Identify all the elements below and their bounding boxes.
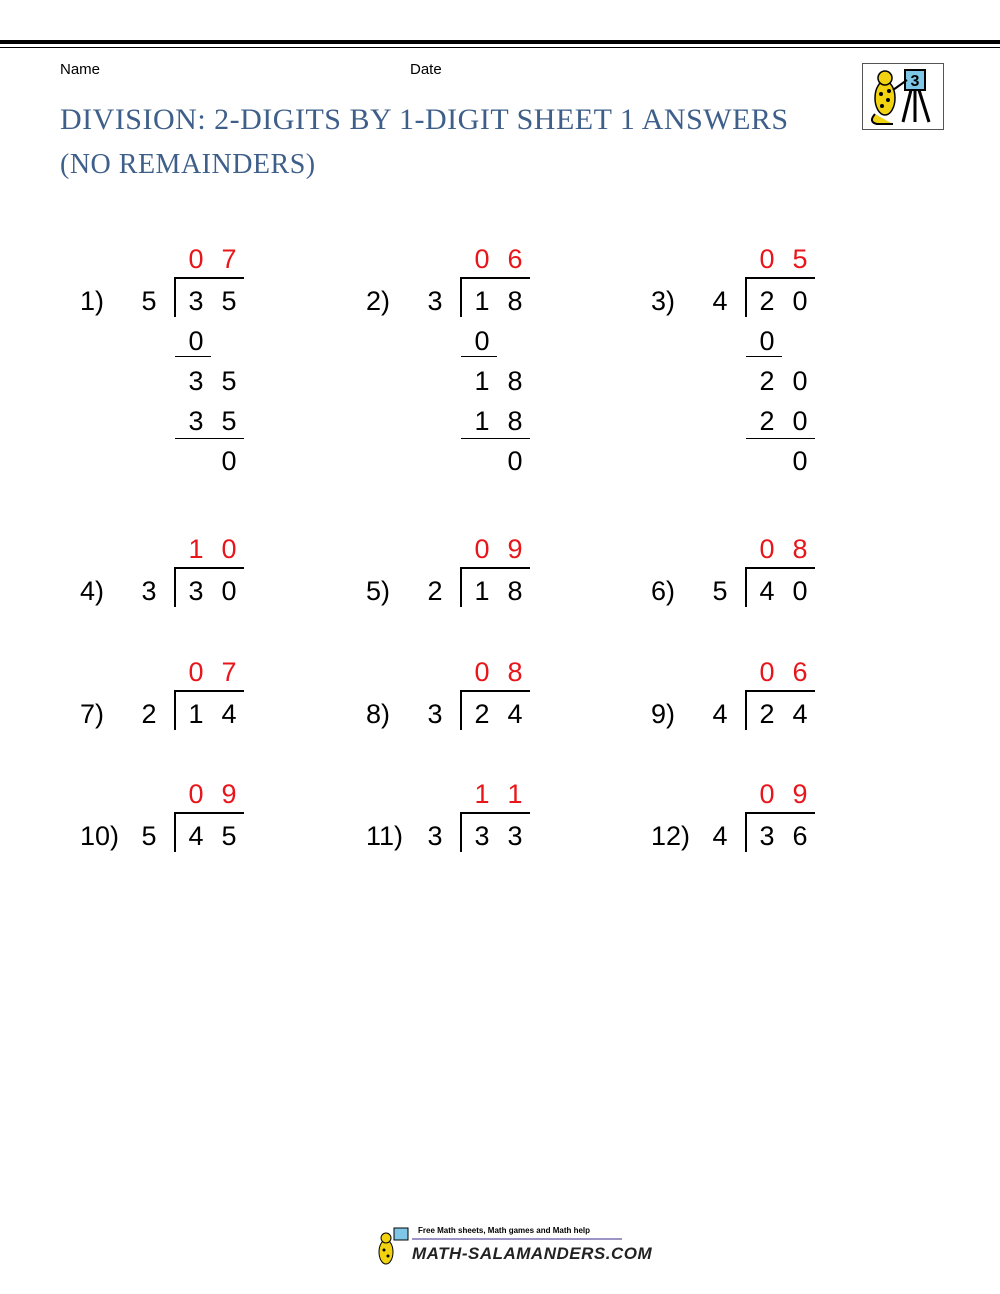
problem-label: 12) [651, 821, 691, 851]
problem-label: 3) [651, 286, 676, 316]
division-bracket-vertical [745, 277, 747, 317]
division-bracket-top [745, 567, 815, 569]
work-digit: 3 [188, 406, 204, 436]
divisor: 3 [427, 699, 443, 729]
division-bracket-vertical [174, 690, 176, 730]
dividend-digit: 5 [221, 821, 237, 851]
work-digit: 2 [759, 366, 775, 396]
quotient-digit: 5 [792, 244, 808, 274]
quotient-digit: 8 [507, 657, 523, 687]
quotient-digit: 0 [188, 244, 204, 274]
salamander-logo [862, 63, 944, 130]
logo-badge-text: 3 [910, 73, 920, 90]
divisor: 4 [712, 699, 728, 729]
work-digit: 0 [474, 326, 490, 356]
problem-label: 2) [366, 286, 391, 316]
dividend-digit: 1 [474, 286, 490, 316]
quotient-digit: 0 [474, 244, 490, 274]
work-digit: 3 [188, 366, 204, 396]
problem-label: 7) [80, 699, 105, 729]
work-digit: 0 [792, 406, 808, 436]
dividend-digit: 0 [792, 286, 808, 316]
quotient-digit: 0 [188, 657, 204, 687]
division-bracket-vertical [745, 567, 747, 607]
dividend-digit: 4 [507, 699, 523, 729]
worksheet-subtitle: (NO REMAINDERS) [60, 149, 316, 180]
worksheet-title: DIVISION: 2-DIGITS BY 1-DIGIT SHEET 1 ANSWERS [60, 103, 789, 136]
division-bracket-top [745, 690, 815, 692]
work-digit: 0 [188, 326, 204, 356]
problem-label: 5) [366, 576, 391, 606]
divisor: 3 [427, 286, 443, 316]
division-bracket-vertical [745, 812, 747, 852]
work-digit: 8 [507, 366, 523, 396]
dividend-digit: 8 [507, 576, 523, 606]
top-rule-thick [0, 40, 1000, 44]
name-label: Name [60, 61, 101, 78]
footer-site: MATH-SALAMANDERS.COM [412, 1244, 653, 1263]
work-digit: 5 [221, 406, 237, 436]
divisor: 4 [712, 821, 728, 851]
date-label: Date [410, 61, 442, 78]
division-bracket-top [460, 812, 530, 814]
divisor: 4 [712, 286, 728, 316]
dividend-digit: 4 [221, 699, 237, 729]
problem-1 [80, 243, 340, 476]
quotient-digit: 8 [792, 534, 808, 564]
quotient-digit: 6 [507, 244, 523, 274]
dividend-digit: 3 [507, 821, 523, 851]
division-bracket-vertical [174, 567, 176, 607]
work-underline [175, 356, 211, 357]
problem-label: 1) [80, 286, 105, 316]
dividend-digit: 2 [474, 699, 490, 729]
work-digit: 0 [221, 446, 237, 476]
dividend-digit: 4 [792, 699, 808, 729]
dividend-digit: 0 [792, 576, 808, 606]
work-digit: 0 [792, 446, 808, 476]
work-digit: 0 [759, 326, 775, 356]
problem-11 [366, 778, 626, 1008]
quotient-digit: 0 [759, 534, 775, 564]
division-bracket-top [174, 567, 244, 569]
quotient-digit: 0 [759, 779, 775, 809]
quotient-digit: 0 [474, 657, 490, 687]
work-digit: 5 [221, 366, 237, 396]
problem-label: 8) [366, 699, 391, 729]
dividend-digit: 4 [759, 576, 775, 606]
problem-3 [651, 243, 911, 476]
division-bracket-vertical [174, 812, 176, 852]
divisor: 3 [141, 576, 157, 606]
division-bracket-vertical [460, 690, 462, 730]
quotient-digit: 0 [221, 534, 237, 564]
division-bracket-vertical [460, 567, 462, 607]
work-digit: 8 [507, 406, 523, 436]
dividend-digit: 3 [188, 576, 204, 606]
work-digit: 2 [759, 406, 775, 436]
problem-10 [80, 778, 340, 1008]
quotient-digit: 0 [759, 657, 775, 687]
dividend-digit: 2 [759, 699, 775, 729]
quotient-digit: 7 [221, 244, 237, 274]
dividend-digit: 4 [188, 821, 204, 851]
division-bracket-top [174, 690, 244, 692]
division-bracket-top [174, 277, 244, 279]
dividend-digit: 6 [792, 821, 808, 851]
division-bracket-top [174, 812, 244, 814]
quotient-digit: 0 [474, 534, 490, 564]
work-digit: 0 [507, 446, 523, 476]
problem-label: 11) [366, 821, 404, 851]
top-rule-thin [0, 47, 1000, 48]
divisor: 5 [141, 821, 157, 851]
problem-label: 9) [651, 699, 676, 729]
quotient-digit: 9 [507, 534, 523, 564]
division-bracket-top [460, 277, 530, 279]
quotient-digit: 9 [221, 779, 237, 809]
division-bracket-top [745, 277, 815, 279]
division-bracket-vertical [745, 690, 747, 730]
dividend-digit: 5 [221, 286, 237, 316]
salamander-icon [863, 64, 943, 129]
division-bracket-top [460, 690, 530, 692]
work-underline [746, 356, 782, 357]
dividend-digit: 3 [474, 821, 490, 851]
problem-2 [366, 243, 626, 476]
quotient-digit: 9 [792, 779, 808, 809]
work-underline [461, 356, 497, 357]
footer-tagline: Free Math sheets, Math games and Math help [418, 1226, 591, 1235]
dividend-digit: 2 [759, 286, 775, 316]
division-bracket-vertical [460, 812, 462, 852]
dividend-digit: 8 [507, 286, 523, 316]
work-digit: 0 [792, 366, 808, 396]
division-bracket-vertical [460, 277, 462, 317]
work-underline [746, 438, 815, 439]
divisor: 2 [427, 576, 443, 606]
quotient-digit: 6 [792, 657, 808, 687]
problem-label: 10) [80, 821, 120, 851]
work-digit: 1 [474, 366, 490, 396]
quotient-digit: 1 [474, 779, 490, 809]
dividend-digit: 0 [221, 576, 237, 606]
quotient-digit: 7 [221, 657, 237, 687]
division-bracket-vertical [174, 277, 176, 317]
quotient-digit: 1 [188, 534, 204, 564]
work-digit: 1 [474, 406, 490, 436]
division-bracket-top [460, 567, 530, 569]
dividend-digit: 3 [188, 286, 204, 316]
division-bracket-top [745, 812, 815, 814]
quotient-digit: 1 [507, 779, 523, 809]
footer-logo [372, 1226, 653, 1270]
problem-label: 6) [651, 576, 676, 606]
quotient-digit: 0 [188, 779, 204, 809]
problem-label: 4) [80, 576, 105, 606]
work-underline [461, 438, 530, 439]
dividend-digit: 1 [474, 576, 490, 606]
dividend-digit: 3 [759, 821, 775, 851]
divisor: 2 [141, 699, 157, 729]
divisor: 5 [141, 286, 157, 316]
divisor: 5 [712, 576, 728, 606]
problem-12 [651, 778, 911, 1008]
quotient-digit: 0 [759, 244, 775, 274]
divisor: 3 [427, 821, 443, 851]
dividend-digit: 1 [188, 699, 204, 729]
work-underline [175, 438, 244, 439]
